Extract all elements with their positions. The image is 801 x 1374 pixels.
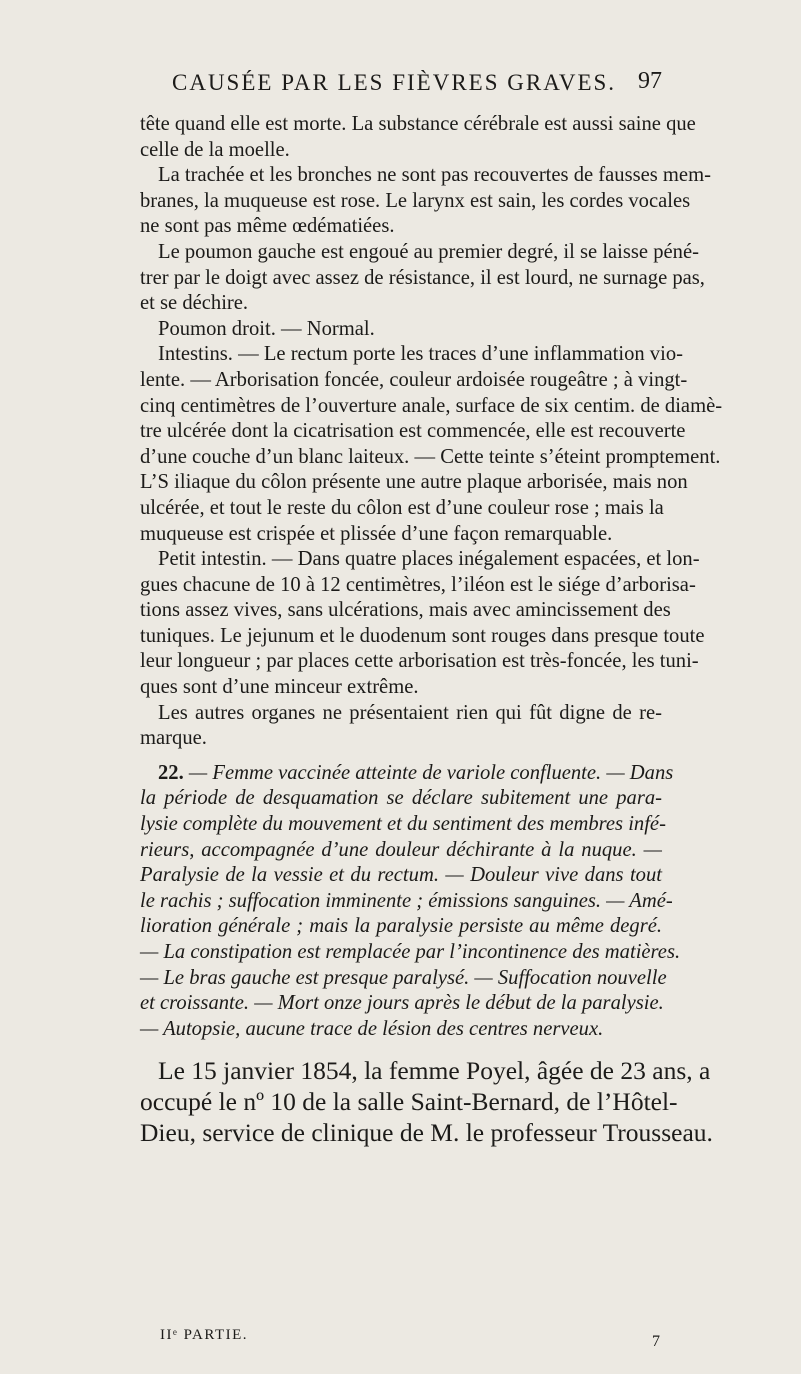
page-body (140, 112, 723, 1148)
autopsy-continuation (140, 112, 723, 752)
text-line: marque. (140, 727, 207, 750)
signature-number: 7 (652, 1333, 660, 1350)
text-line: muqueuse est crispée et plissée d’une façon remarquable. (140, 522, 613, 545)
text-line: celle de la moelle. (140, 138, 290, 161)
text-line: lioration générale ; mais la paralysie persiste au même degré. (140, 915, 662, 938)
text-line: lysie complète du mouvement et du sentiment des membres infé- (140, 813, 666, 836)
text-line: tuniques. Le jejunum et le duodenum sont rouges dans presque toute (140, 624, 705, 647)
text-line: et se déchire. (140, 292, 249, 315)
text-line: Le 15 janvier 1854, la femme Poyel, âgée de 23 ans, a (158, 1056, 711, 1086)
text-line-content: — Femme vaccinée atteinte de variole confluente. — Dans (188, 761, 674, 784)
observation-number: 22. (158, 761, 184, 784)
signature-mark: IIᵉ PARTIE. (160, 1327, 249, 1343)
text-line (140, 761, 674, 787)
text-line: rieurs, accompagnée d’une douleur déchirante à la nuque. — (140, 838, 662, 861)
text-line: la période de desquamation se déclare subitement une para- (140, 787, 662, 810)
text-line: ques sont d’une minceur extrême. (140, 676, 419, 699)
text-line: La trachée et les bronches ne sont pas recouvertes de fausses mem- (158, 164, 711, 187)
text-line: le rachis ; suffocation imminente ; émissions sanguines. — Amé- (140, 889, 673, 912)
text-line: cinq centimètres de l’ouverture anale, surface de six centim. de diamè- (140, 394, 723, 417)
text-line: — Le bras gauche est presque paralysé. — Suffocation nouvelle (140, 966, 667, 989)
text-line: ulcérée, et tout le reste du côlon est d’une couleur rose ; mais la (140, 496, 664, 519)
running-head: CAUSÉE PAR LES FIÈVRES GRAVES. (172, 70, 617, 95)
text-line: — Autopsie, aucune trace de lésion des centres nerveux. (140, 1017, 604, 1040)
text-line: d’une couche d’un blanc laiteux. — Cette teinte s’éteint promptement. (140, 445, 721, 468)
text-line: occupé le nº 10 de la salle Saint-Bernard, de l’Hôtel- (140, 1087, 678, 1117)
text-line: Les autres organes ne présentaient rien qui fût digne de re- (158, 701, 662, 724)
text-line: Paralysie de la vessie et du rectum. — Douleur vive dans tout (140, 864, 662, 887)
text-line: Petit intestin. — Dans quatre places inégalement espacées, et lon- (158, 548, 700, 571)
text-line: Intestins. — Le rectum porte les traces d’une inflammation vio- (158, 343, 683, 366)
text-line: Le poumon gauche est engoué au premier degré, il se laisse péné- (158, 240, 699, 263)
observation-summary (140, 761, 681, 1043)
text-line: branes, la muqueuse est rose. Le larynx est sain, les cordes vocales (140, 189, 691, 212)
text-line: tête quand elle est morte. La substance cérébrale est aussi saine que (140, 113, 696, 135)
text-line: ne sont pas même œdématiées. (140, 215, 395, 238)
text-line: tions assez vives, sans ulcérations, mais avec amincissement des (140, 599, 671, 622)
page-footer (160, 1327, 660, 1351)
text-line: — La constipation est remplacée par l’incontinence des matières. (140, 941, 681, 963)
page-header (140, 68, 660, 108)
text-line: lente. — Arborisation foncée, couleur ardoisée rougeâtre ; à vingt- (140, 368, 688, 391)
text-line: leur longueur ; par places cette arborisation est très-foncée, les tuni- (140, 650, 699, 673)
text-line: et croissante. — Mort onze jours après le début de la paralysie. (140, 992, 664, 1015)
text-line: trer par le doigt avec assez de résistance, il est lourd, ne surnage pas, (140, 266, 705, 289)
text-line: tre ulcérée dont la cicatrisation est commencée, elle est recouverte (140, 420, 686, 443)
page-number: 97 (638, 68, 662, 94)
text-line: Poumon droit. — Normal. (158, 317, 375, 340)
text-line: L’S iliaque du côlon présente une autre plaque arborisée, mais non (140, 471, 688, 494)
text-line: Dieu, service de clinique de M. le professeur Trousseau. (140, 1118, 713, 1148)
text-line: gues chacune de 10 à 12 centimètres, l’iléon est le siége d’arborisa- (140, 573, 696, 596)
case-narrative (140, 1055, 713, 1148)
